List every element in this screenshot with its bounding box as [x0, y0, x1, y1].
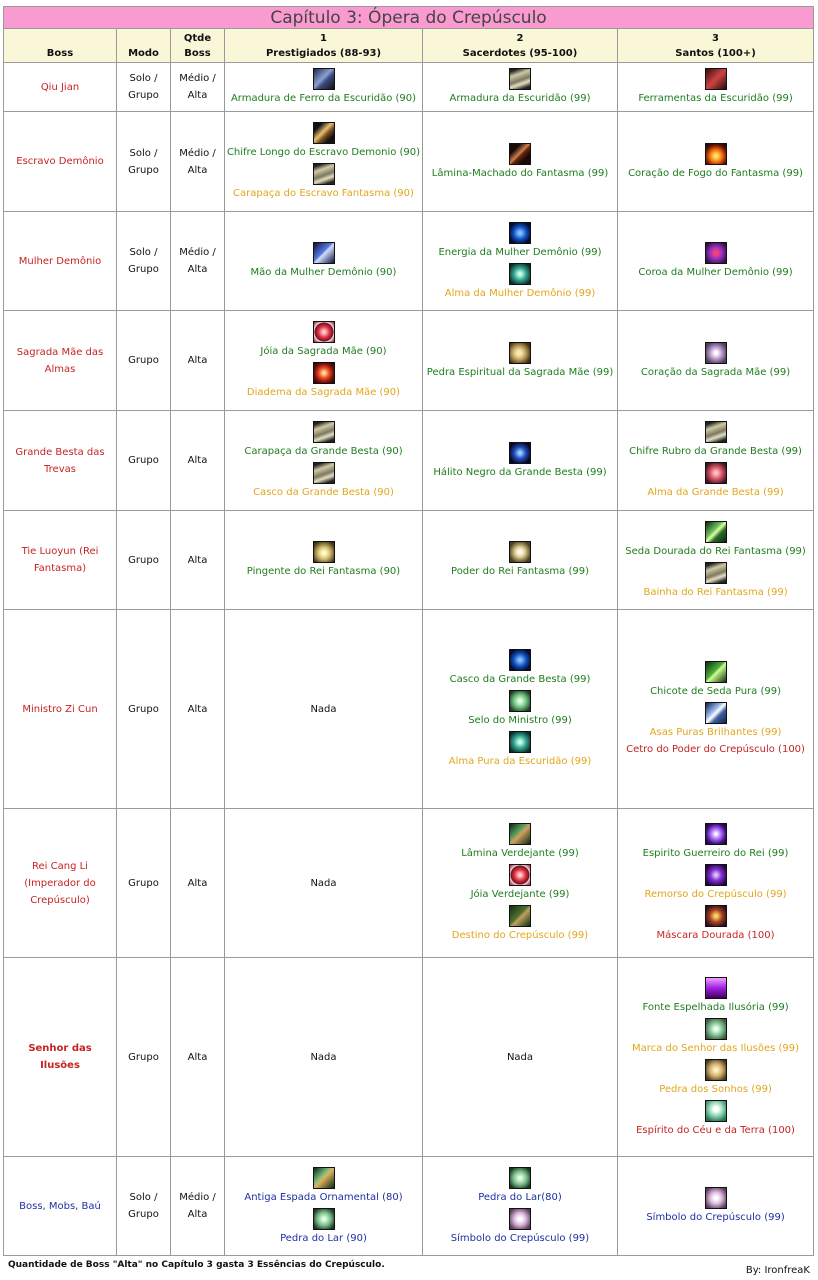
heart-icon	[705, 342, 727, 364]
energy-icon	[509, 649, 531, 671]
drop-item	[618, 702, 813, 740]
boss-name: Mulher Demônio	[4, 212, 117, 311]
dark-breath-icon	[509, 442, 531, 464]
mode-cell: Grupo	[117, 610, 171, 809]
drop-item	[618, 462, 813, 500]
armor-icon	[313, 68, 335, 90]
item-name: Espírito do Céu e da Terra (100)	[636, 1124, 795, 1136]
item-name: Pedra do Lar(80)	[478, 1191, 562, 1203]
soul-icon	[509, 263, 531, 285]
header-col1: 1 Prestigiados (88-93)	[225, 29, 423, 63]
drop-cell-c3	[618, 1157, 814, 1256]
item-name: Chifre Longo do Escravo Demonio (90)	[226, 147, 421, 158]
drop-cell-c2	[423, 958, 618, 1157]
boss-name: Boss, Mobs, Baú	[4, 1157, 117, 1256]
drop-item	[225, 321, 422, 359]
drop-item	[618, 743, 813, 757]
drop-cell-c3	[618, 311, 814, 411]
item-name: Alma Pura da Escuridão (99)	[448, 756, 592, 767]
quantity-cell: Alta	[171, 958, 225, 1157]
quantity-cell: Médio / Alta	[171, 63, 225, 112]
item-name: Poder do Rei Fantasma (99)	[451, 566, 589, 577]
item-name: Marca do Senhor das Ilusões (99)	[632, 1042, 800, 1054]
table-row	[4, 212, 814, 311]
item-name: Alma da Grande Besta (99)	[647, 487, 784, 498]
claw-icon	[705, 462, 727, 484]
drop-item	[618, 342, 813, 380]
header-col2: 2 Sacerdotes (95-100)	[423, 29, 618, 63]
drop-item	[423, 143, 617, 181]
blade-icon	[509, 143, 531, 165]
lar-stone-icon	[509, 1167, 531, 1189]
mode-cell: Grupo	[117, 809, 171, 958]
drop-item	[225, 362, 422, 400]
sky-spirit-icon	[705, 1100, 727, 1122]
parchment-icon	[313, 462, 335, 484]
drop-cell-c1	[225, 809, 423, 958]
item-name: Chicote de Seda Pura (99)	[650, 686, 781, 697]
footer-note: Quantidade de Boss "Alta" no Capítulo 3 gasta 3 Essências do Crepúsculo.	[8, 1260, 385, 1270]
drop-item	[225, 421, 422, 459]
item-name: Cetro do Poder do Crepúsculo (100)	[626, 744, 805, 755]
crown-icon	[705, 242, 727, 264]
drop-item	[423, 649, 617, 687]
drop-item	[618, 1187, 813, 1225]
stone-icon	[509, 342, 531, 364]
drop-item	[618, 1100, 813, 1138]
pendant-icon	[313, 541, 335, 563]
item-name: Coração de Fogo do Fantasma (99)	[628, 167, 803, 179]
mode-cell: Solo / Grupo	[117, 63, 171, 112]
item-name: Remorso do Crepúsculo (99)	[644, 889, 787, 900]
drop-cell-c2	[423, 610, 618, 809]
item-name: Jóia da Sagrada Mãe (90)	[260, 346, 387, 357]
orb-icon	[313, 321, 335, 343]
table-row	[4, 511, 814, 610]
header-qtde: Qtde Boss	[171, 29, 225, 63]
drop-item	[225, 68, 422, 106]
item-name: Casco da Grande Besta (90)	[253, 487, 394, 498]
power-icon	[509, 541, 531, 563]
item-name: Armadura de Ferro da Escuridão (90)	[230, 93, 417, 104]
drop-cell-c1	[225, 311, 423, 411]
item-name: Pingente do Rei Fantasma (90)	[246, 566, 401, 577]
drop-cell-c3	[618, 212, 814, 311]
item-name: Hálito Negro da Grande Besta (99)	[433, 466, 607, 478]
item-name: Casco da Grande Besta (99)	[449, 674, 591, 685]
drop-item	[225, 242, 422, 280]
nada-label: Nada	[310, 877, 337, 889]
drop-item	[618, 521, 813, 559]
seal-icon	[509, 690, 531, 712]
drop-cell-c1	[225, 610, 423, 809]
whip-icon	[705, 661, 727, 683]
quantity-cell: Médio / Alta	[171, 112, 225, 212]
boss-name: Escravo Demônio	[4, 112, 117, 212]
drop-item	[618, 68, 813, 106]
quantity-cell: Médio / Alta	[171, 212, 225, 311]
drop-item	[423, 1167, 617, 1205]
parchment-icon	[509, 68, 531, 90]
drop-item	[423, 222, 617, 260]
item-name: Máscara Dourada (100)	[656, 930, 775, 941]
drop-item	[225, 163, 422, 201]
item-name: Antiga Espada Ornamental (80)	[244, 1191, 403, 1203]
drop-item	[423, 442, 617, 480]
table-row	[4, 958, 814, 1157]
drop-item	[618, 864, 813, 902]
boss-name: Qiu Jian	[4, 63, 117, 112]
item-name: Coroa da Mulher Demônio (99)	[638, 267, 793, 278]
item-name: Carapaça do Escravo Fantasma (90)	[233, 188, 414, 199]
drop-cell-c1	[225, 511, 423, 610]
fountain-icon	[705, 977, 727, 999]
drop-cell-c2	[423, 411, 618, 511]
drop-cell-c3	[618, 411, 814, 511]
drop-item	[423, 823, 617, 861]
tool-icon	[705, 68, 727, 90]
item-name: Símbolo do Crepúsculo (99)	[450, 1232, 590, 1244]
hand-icon	[313, 242, 335, 264]
mode-cell: Solo / Grupo	[117, 212, 171, 311]
table-row	[4, 112, 814, 212]
drop-cell-c1	[225, 63, 423, 112]
drop-cell-c2	[423, 212, 618, 311]
table-row	[4, 809, 814, 958]
quantity-cell: Alta	[171, 311, 225, 411]
fire-icon	[705, 143, 727, 165]
nada-label: Nada	[310, 703, 337, 715]
drop-cell-c2	[423, 511, 618, 610]
item-name: Selo do Ministro (99)	[468, 715, 572, 726]
drop-cell-c3	[618, 63, 814, 112]
drop-cell-c2	[423, 809, 618, 958]
symbol-icon	[509, 1208, 531, 1230]
drop-cell-c2	[423, 1157, 618, 1256]
remorse-icon	[705, 864, 727, 886]
item-name: Carapaça da Grande Besta (90)	[244, 446, 403, 457]
destiny-icon	[509, 905, 531, 927]
item-name: Ferramentas da Escuridão (99)	[638, 93, 793, 104]
parchment-icon	[705, 421, 727, 443]
drop-item	[618, 562, 813, 600]
drop-item	[423, 864, 617, 902]
sword-icon	[313, 1167, 335, 1189]
item-name: Pedra dos Sonhos (99)	[659, 1083, 772, 1095]
item-name: Pedra do Lar (90)	[280, 1232, 367, 1244]
table-row	[4, 63, 814, 112]
nada-label: Nada	[506, 1051, 534, 1063]
drop-cell-c3	[618, 958, 814, 1157]
item-name: Coração da Sagrada Mãe (99)	[640, 366, 791, 378]
table-row	[4, 610, 814, 809]
drop-cell-c1	[225, 958, 423, 1157]
drop-cell-c1	[225, 212, 423, 311]
wing-icon	[705, 702, 727, 724]
item-name: Mão da Mulher Demônio (90)	[250, 267, 397, 278]
drop-cell-c1	[225, 112, 423, 212]
mode-cell: Grupo	[117, 511, 171, 610]
parchment-icon	[705, 562, 727, 584]
mode-cell: Solo / Grupo	[117, 1157, 171, 1256]
item-name: Energia da Mulher Demônio (99)	[438, 246, 602, 258]
quantity-cell: Médio / Alta	[171, 1157, 225, 1256]
soul-icon	[509, 731, 531, 753]
drop-item	[423, 68, 617, 106]
quantity-cell: Alta	[171, 511, 225, 610]
item-name: Lâmina Verdejante (99)	[461, 848, 579, 859]
spirit-icon	[705, 823, 727, 845]
item-name: Destino do Crepúsculo (99)	[451, 930, 589, 941]
drop-cell-c2	[423, 112, 618, 212]
drop-cell-c1	[225, 411, 423, 511]
quantity-cell: Alta	[171, 411, 225, 511]
boss-name: Sagrada Mãe das Almas	[4, 311, 117, 411]
horn-icon	[313, 122, 335, 144]
drop-cell-c2	[423, 311, 618, 411]
item-name: Pedra Espiritual da Sagrada Mãe (99)	[426, 366, 614, 378]
item-name: Espirito Guerreiro do Rei (99)	[642, 848, 789, 859]
drop-cell-c3	[618, 112, 814, 212]
credit: By: IronfreaK	[745, 1265, 810, 1276]
drops-table	[3, 6, 814, 1256]
drop-item	[423, 1208, 617, 1246]
orb-fire-icon	[313, 362, 335, 384]
parchment-icon	[313, 421, 335, 443]
drop-item	[423, 905, 617, 943]
drop-item	[618, 1018, 813, 1056]
drop-cell-c3	[618, 610, 814, 809]
drop-item	[423, 342, 617, 380]
item-name: Jóia Verdejante (99)	[470, 889, 570, 900]
drop-item	[225, 462, 422, 500]
item-name: Alma da Mulher Demônio (99)	[444, 287, 596, 299]
mode-cell: Grupo	[117, 311, 171, 411]
lar-stone-icon	[313, 1208, 335, 1230]
drop-item	[225, 541, 422, 579]
drop-item	[423, 263, 617, 301]
item-name: Asas Puras Brilhantes (99)	[649, 727, 782, 738]
drop-item	[618, 823, 813, 861]
boss-name: Rei Cang Li (Imperador do Crepúsculo)	[4, 809, 117, 958]
item-name: Bainha do Rei Fantasma (99)	[643, 586, 788, 598]
header-col3: 3 Santos (100+)	[618, 29, 814, 63]
header-boss: Boss	[4, 29, 117, 63]
drop-item	[618, 661, 813, 699]
drop-item	[618, 143, 813, 181]
table-row	[4, 411, 814, 511]
mode-cell: Grupo	[117, 958, 171, 1157]
drop-item	[618, 242, 813, 280]
symbol-icon	[705, 1187, 727, 1209]
item-name: Símbolo do Crepúsculo (99)	[646, 1212, 785, 1223]
mode-cell: Grupo	[117, 411, 171, 511]
drop-item	[618, 905, 813, 943]
mask-icon	[705, 905, 727, 927]
drop-item	[225, 1167, 422, 1205]
quantity-cell: Alta	[171, 809, 225, 958]
parchment-icon	[313, 163, 335, 185]
drop-item	[423, 541, 617, 579]
page-title: Capítulo 3: Ópera do Crepúsculo	[4, 7, 814, 29]
boss-name: Grande Besta das Trevas	[4, 411, 117, 511]
energy-icon	[509, 222, 531, 244]
table-row	[4, 1157, 814, 1256]
drop-item	[618, 977, 813, 1015]
drop-item	[423, 690, 617, 728]
item-name: Fonte Espelhada Ilusória (99)	[642, 1001, 789, 1013]
dream-stone-icon	[705, 1059, 727, 1081]
drop-cell-c3	[618, 511, 814, 610]
drop-cell-c2	[423, 63, 618, 112]
header-row	[4, 29, 814, 63]
drop-item	[225, 122, 422, 160]
mark-icon	[705, 1018, 727, 1040]
green-blade-icon	[509, 823, 531, 845]
item-name: Seda Dourada do Rei Fantasma (99)	[625, 545, 806, 557]
boss-name: Tie Luoyun (Rei Fantasma)	[4, 511, 117, 610]
item-name: Armadura da Escuridão (99)	[449, 93, 591, 104]
item-name: Diadema da Sagrada Mãe (90)	[246, 387, 401, 398]
silk-icon	[705, 521, 727, 543]
drop-cell-c3	[618, 809, 814, 958]
mode-cell: Solo / Grupo	[117, 112, 171, 212]
nada-label: Nada	[310, 1051, 337, 1063]
boss-name: Ministro Zi Cun	[4, 610, 117, 809]
drop-cell-c1	[225, 1157, 423, 1256]
drop-item	[225, 1208, 422, 1246]
header-modo: Modo	[117, 29, 171, 63]
drop-item	[618, 1059, 813, 1097]
quantity-cell: Alta	[171, 610, 225, 809]
table-row	[4, 311, 814, 411]
item-name: Lâmina-Machado do Fantasma (99)	[431, 167, 609, 179]
drop-item	[423, 731, 617, 769]
drop-item	[618, 421, 813, 459]
boss-name: Senhor das Ilusões	[4, 958, 117, 1157]
item-name: Chifre Rubro da Grande Besta (99)	[629, 446, 802, 457]
orb-icon	[509, 864, 531, 886]
